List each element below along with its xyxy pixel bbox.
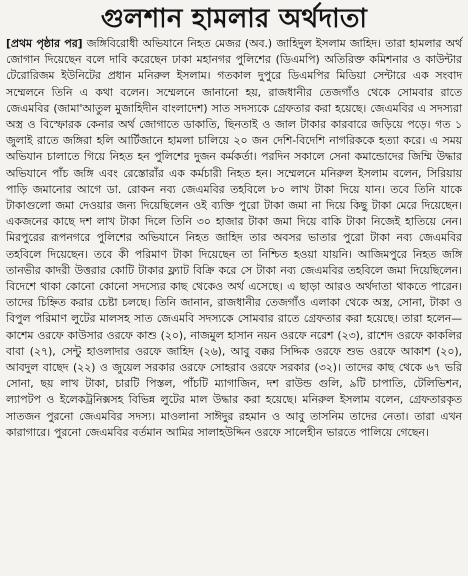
headline: গুলশান হামলার অর্থদাতা <box>100 4 368 34</box>
continuation-label: [প্রথম পৃষ্ঠার পর] <box>6 37 83 50</box>
article-body-text: জঙ্গিবিরোধী অভিযানে নিহত মেজর (অব.) জাহিদুল ইসলাম জাহিদ। তারা হামলার অর্থ জোগান দিয়েছেন বলে দাবি করেছেন ঢাকা মহানগর পুলিশের (ডিএমপি) অতিরিক্ত কমিশনার ও কাউন্টার টেরোরিজম ইউনিটের প্রধান মনিরুল ইসলাম। গতকাল দুপুরে ডিএমপির মিডিয়া সেন্টারে এক সংবাদ সম্মেলনে তিনি এ কথা বলেন। সম্মেলনে জানানো হয়, রাজধানীর তেজগাঁও থেকে সোমবার রাতে জেএমবির (জামা'আতুল মুজাহিদীন বাংলাদেশ) সাত সদস্যকে গ্রেফতার করা হয়েছে। জেএমবির এ সদস্যরা অস্ত্র ও বিস্ফোরক কেনার অর্থ জোগাতে ডাকাতি, ছিনতাই ও জাল টাকার কারবারে জড়িয়ে পড়ে। গত ১ জুলাই রাতে জঙ্গিরা হলি আর্টিজানে হামলা চালিয়ে ২০ জন দেশি-বিদেশি নাগরিককে হত্যা করে। এ সময় অভিযান চালাতে গিয়ে নিহত হন পুলিশের দুজন কর্মকর্তা। পরদিন সকালে সেনা কমান্ডোদের জিম্মি উদ্ধার অভিযানে পাঁচ জঙ্গি এবং রেস্তোরাঁর এক কর্মচারী নিহত হন। সম্মেলনে মনিরুল ইসলাম বলেন, সিরিয়ায় পাড়ি জমানোর আগে ডা. রোকন নব্য জেএমবির তহবিলে ৮০ লাখ টাকা দিয়ে যান। তবে তিনি যাকে টাকাগুলো জমা দেওয়ার জন্য দিয়েছিলেন ওই ব্যক্তি পুরো টাকা জমা না দিয়ে কিছু টাকা মেরে দিয়েছেন। একজনের কাছে দশ লাখ টাকা দিলে তিনি ৩০ হাজার টাকা জমা দিয়ে বাকি টাকা নিজেই হাতিয়ে নেন। মিরপুরের রূপনগরে পুলিশের অভিযানে নিহত জাহিদ তার অবসর ভাতার পুরো টাকা নব্য জেএমবির তহবিলে দিয়েছেন। তবে কী পরিমাণ টাকা দিয়েছেন তা নিশ্চিত হওয়া যায়নি। আজিমপুরে নিহত জঙ্গি তানভীর কাদরী উত্তরার কোটি টাকার ফ্ল্যাট বিক্রি করে সে টাকা নব্য জেএমবির তহবিলে জমা দিয়েছিলেন। বিদেশে থাকা কোনো কোনো সদস্যের কাছ থেকেও অর্থ এসেছে। এ ছাড়া আরও অর্থদাতা থাকতে পারেন। তাদের চিহ্নিত করার চেষ্টা চলছে। তিনি জানান, রাজধানীর তেজগাঁও এলাকা থেকে অস্ত্র, সোনা, টাকা ও বিপুল পরিমাণ লুটের মালসহ সাত জেএমবি সদস্যকে সোমবার রাতে গ্রেফতার করা হয়েছে। তারা হলেন— কাশেম ওরফে কাউসার ওরফে কাশু (২০), নাজমুল হাসান নয়ন ওরফে নরেশ (২৩), রাশেদ ওরফে কাকলির বাবা (২৭), সেন্টু হাওলাদার ওরফে জাহিদ (২৬), আবু বক্কর সিদ্দিক ওরফে শুভ ওরফে আকাশ (২০), আবদুল বাছেদ (২২) ও জুয়েল সরকার ওরফে সোহরাব ওরফে সরকার (৩২)। তাদের কাছ থেকে ৬৭ ভরি সোনা, ছয় লাখ টাকা, চারটি পিস্তল, পাঁচটি ম্যাগাজিন, দশ রাউন্ড গুলি, ৯টি চাপাতি, টেলিভিশন, ল্যাপটপ ও ইলেকট্রনিক্সসহ বিভিন্ন লুটের মাল উদ্ধার করা হয়েছে। মনিরুল ইসলাম বলেন, গ্রেফতারকৃত সাতজন পুরনো জেএমবির সদস্য। মাওলানা সাঈদুর রহমান ও আবু তাসনিম তাদের নেতা। তারা এখন কারাগারে। পুরনো জেএমবির বর্তমান আমির সালাহউদ্দিন ওরফে সালেহীন ভারতে পালিয়ে গেছেন। <box>6 37 463 439</box>
article-body <box>6 36 462 441</box>
